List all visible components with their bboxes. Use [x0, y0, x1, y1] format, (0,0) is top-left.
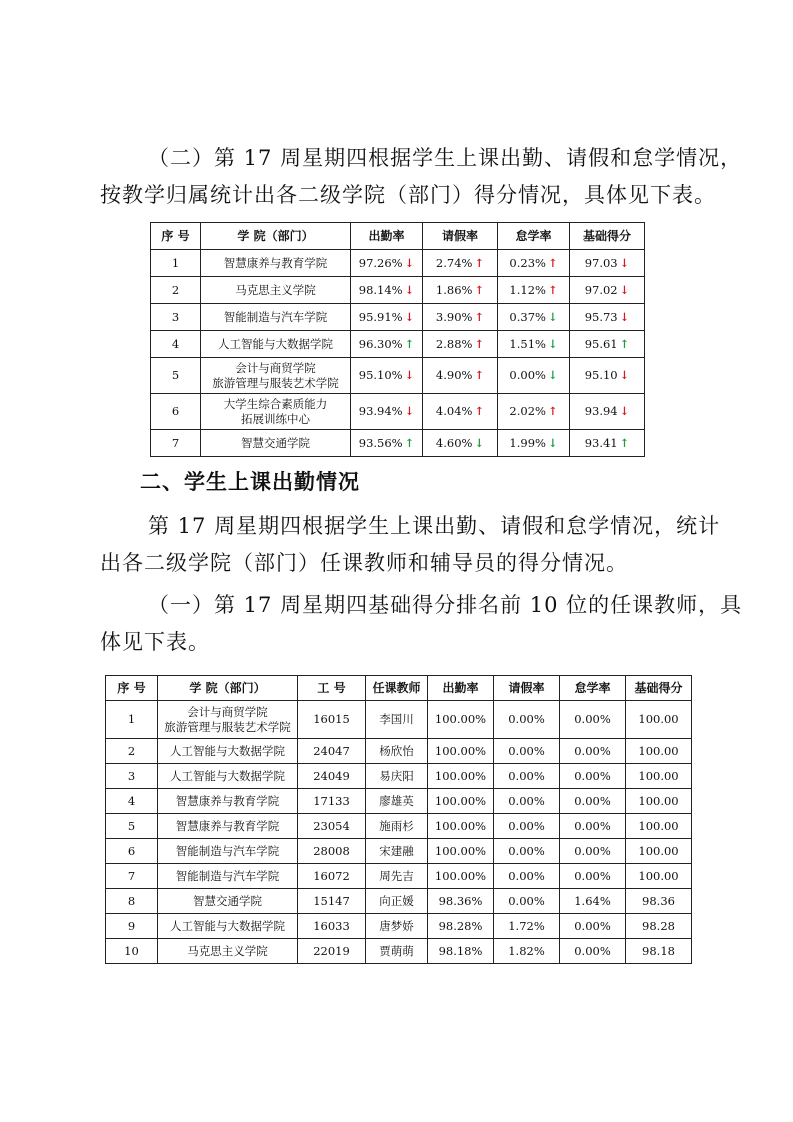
row-truancy-cell: [498, 304, 570, 331]
row-leave-value: 2.88%: [435, 336, 473, 351]
row-truancy-cell: [498, 394, 570, 430]
header-truancy: 怠学率: [560, 676, 626, 701]
row-score-cell: [570, 331, 645, 358]
row-truancy-cell: [498, 250, 570, 277]
row-attendance-value: 95.10%: [358, 368, 403, 382]
row-teacher: 杨欣怡: [366, 739, 428, 764]
row-score-cell: [570, 358, 645, 394]
row-no: 7: [106, 864, 158, 889]
row-college: 智慧交通学院: [201, 430, 351, 457]
header-truancy: 怠学率: [498, 223, 570, 250]
row-attendance-value: 95.91%: [358, 309, 403, 324]
row-college: 人工智能与大数据学院: [158, 739, 298, 764]
trend-arrow-icon: ↓: [547, 309, 558, 324]
row-teacher: 廖雄英: [366, 789, 428, 814]
header-college: 学 院（部门）: [201, 223, 351, 250]
row-truancy: 0.00%: [560, 914, 626, 939]
trend-arrow-icon: ↓: [404, 282, 415, 297]
table-row: [106, 939, 692, 964]
row-attendance: 98.28%: [428, 914, 494, 939]
row-no: 3: [151, 304, 201, 331]
trend-arrow-icon: ↓: [619, 282, 630, 297]
table-row: [106, 864, 692, 889]
row-attendance-value: 93.94%: [358, 404, 403, 418]
table-row: [151, 430, 645, 457]
row-score: 100.00: [626, 789, 692, 814]
trend-arrow-icon: ↓: [547, 435, 558, 450]
row-college: 智能制造与汽车学院: [201, 304, 351, 331]
row-leave: 0.00%: [494, 839, 560, 864]
row-teacher: 唐梦娇: [366, 914, 428, 939]
table-row: [106, 789, 692, 814]
row-leave-cell: [423, 430, 498, 457]
row-truancy: 0.00%: [560, 764, 626, 789]
row-teacher: 周先吉: [366, 864, 428, 889]
row-leave-cell: [423, 304, 498, 331]
college-score-table: [150, 222, 645, 457]
trend-arrow-icon: ↓: [404, 255, 415, 270]
row-attendance: 100.00%: [428, 764, 494, 789]
section-2-sub-line-2: 体见下表。: [100, 630, 210, 654]
row-leave-value: 4.90%: [435, 368, 473, 382]
trend-arrow-icon: ↑: [404, 435, 415, 450]
row-staff-id: 24049: [298, 764, 366, 789]
row-score: 98.36: [626, 889, 692, 914]
row-attendance-value: 98.14%: [358, 282, 403, 297]
row-college: 智能制造与汽车学院: [158, 864, 298, 889]
row-attendance-cell: [351, 430, 423, 457]
trend-arrow-icon: ↓: [619, 255, 630, 270]
row-staff-id: 16072: [298, 864, 366, 889]
row-college: 人工智能与大数据学院: [158, 914, 298, 939]
row-score: 100.00: [626, 814, 692, 839]
row-score-cell: [570, 250, 645, 277]
row-truancy-value: 2.02%: [509, 404, 546, 418]
header-college: 学 院（部门）: [158, 676, 298, 701]
row-leave-value: 3.90%: [435, 309, 473, 324]
row-truancy-cell: [498, 331, 570, 358]
row-truancy: 0.00%: [560, 814, 626, 839]
row-attendance: 100.00%: [428, 789, 494, 814]
section-2-para-line-2: 出各二级学院（部门）任课教师和辅导员的得分情况。: [100, 551, 628, 575]
row-college: 人工智能与大数据学院: [201, 331, 351, 358]
row-staff-id: 24047: [298, 739, 366, 764]
row-no: 2: [106, 739, 158, 764]
row-no: 8: [106, 889, 158, 914]
row-college: 智慧交通学院: [158, 889, 298, 914]
row-score: 98.18: [626, 939, 692, 964]
teacher-ranking-table: [105, 675, 692, 964]
row-truancy: 0.00%: [560, 939, 626, 964]
trend-arrow-icon: ↑: [474, 368, 485, 382]
table-row: [151, 331, 645, 358]
header-no: 序 号: [106, 676, 158, 701]
section-2-sub-line-1: （一）第 17 周星期四基础得分排名前 10 位的任课教师，具: [148, 593, 743, 617]
row-truancy-cell: [498, 430, 570, 457]
row-score-value: 95.73: [584, 309, 618, 324]
table-row: [151, 250, 645, 277]
row-truancy-value: 1.99%: [509, 435, 546, 450]
row-no: 4: [151, 331, 201, 358]
trend-arrow-icon: ↓: [404, 368, 415, 382]
table-row: [106, 739, 692, 764]
row-leave: 0.00%: [494, 814, 560, 839]
row-leave: 1.72%: [494, 914, 560, 939]
row-truancy-cell: [498, 358, 570, 394]
table-header-row: [106, 676, 692, 701]
row-attendance: 100.00%: [428, 739, 494, 764]
row-score: 98.28: [626, 914, 692, 939]
row-teacher: 向正媛: [366, 889, 428, 914]
row-attendance-cell: [351, 304, 423, 331]
section-2-heading: 二、学生上课出勤情况: [140, 470, 360, 494]
header-leave: 请假率: [423, 223, 498, 250]
trend-arrow-icon: ↑: [619, 336, 630, 351]
row-score-value: 95.10: [584, 368, 618, 382]
row-college: 马克思主义学院: [201, 277, 351, 304]
row-leave: 0.00%: [494, 889, 560, 914]
trend-arrow-icon: ↑: [404, 336, 415, 351]
header-staff-id: 工 号: [298, 676, 366, 701]
trend-arrow-icon: ↓: [404, 309, 415, 324]
row-truancy: 0.00%: [560, 839, 626, 864]
row-leave-value: 4.04%: [435, 404, 473, 418]
table-row: [106, 914, 692, 939]
row-truancy-value: 1.12%: [509, 282, 546, 297]
section-b-line-1: （二）第 17 周星期四根据学生上课出勤、请假和怠学情况，: [148, 146, 743, 170]
trend-arrow-icon: ↓: [404, 404, 415, 418]
row-no: 2: [151, 277, 201, 304]
row-attendance: 100.00%: [428, 814, 494, 839]
row-no: 3: [106, 764, 158, 789]
row-staff-id: 15147: [298, 889, 366, 914]
row-score-value: 93.94: [584, 404, 618, 418]
trend-arrow-icon: ↓: [619, 368, 630, 382]
row-teacher: 施雨杉: [366, 814, 428, 839]
row-no: 10: [106, 939, 158, 964]
row-score: 100.00: [626, 701, 692, 739]
row-score-value: 93.41: [584, 435, 618, 450]
row-score-value: 97.03: [584, 255, 618, 270]
row-staff-id: 16015: [298, 701, 366, 739]
row-no: 4: [106, 789, 158, 814]
header-no: 序 号: [151, 223, 201, 250]
row-truancy: 0.00%: [560, 789, 626, 814]
row-teacher: 李国川: [366, 701, 428, 739]
row-leave-cell: [423, 358, 498, 394]
row-leave-cell: [423, 250, 498, 277]
table-row: [106, 814, 692, 839]
row-score-cell: [570, 430, 645, 457]
row-staff-id: 22019: [298, 939, 366, 964]
trend-arrow-icon: ↑: [547, 404, 558, 418]
row-truancy-value: 0.23%: [509, 255, 546, 270]
row-no: 5: [151, 358, 201, 394]
trend-arrow-icon: ↑: [547, 255, 558, 270]
row-leave-value: 4.60%: [435, 435, 473, 450]
table-row: [106, 764, 692, 789]
row-leave-value: 1.86%: [435, 282, 473, 297]
trend-arrow-icon: ↑: [474, 336, 485, 351]
row-score-cell: [570, 304, 645, 331]
row-college: 会计与商贸学院 旅游管理与服装艺术学院: [201, 358, 351, 394]
row-leave: 1.82%: [494, 939, 560, 964]
table-row: [151, 358, 645, 394]
row-truancy-value: 0.37%: [509, 309, 546, 324]
table-row: [106, 701, 692, 739]
row-leave-cell: [423, 331, 498, 358]
row-leave-cell: [423, 394, 498, 430]
header-attendance: 出勤率: [351, 223, 423, 250]
row-attendance: 100.00%: [428, 701, 494, 739]
row-truancy-value: 0.00%: [509, 368, 546, 382]
row-college: 大学生综合素质能力 拓展训练中心: [201, 394, 351, 430]
row-teacher: 宋建融: [366, 839, 428, 864]
row-leave: 0.00%: [494, 739, 560, 764]
row-attendance-cell: [351, 250, 423, 277]
row-score-cell: [570, 394, 645, 430]
row-attendance-cell: [351, 394, 423, 430]
row-no: 7: [151, 430, 201, 457]
trend-arrow-icon: ↓: [547, 336, 558, 351]
row-leave: 0.00%: [494, 701, 560, 739]
trend-arrow-icon: ↑: [474, 255, 485, 270]
trend-arrow-icon: ↓: [547, 368, 558, 382]
table-row: [151, 277, 645, 304]
section-b-line-2: 按教学归属统计出各二级学院（部门）得分情况，具体见下表。: [100, 183, 716, 207]
row-score: 100.00: [626, 864, 692, 889]
trend-arrow-icon: ↑: [547, 282, 558, 297]
row-attendance-value: 97.26%: [358, 255, 403, 270]
trend-arrow-icon: ↓: [474, 435, 485, 450]
table-row: [151, 304, 645, 331]
row-attendance: 100.00%: [428, 864, 494, 889]
row-leave-cell: [423, 277, 498, 304]
section-2-para-line-1: 第 17 周星期四根据学生上课出勤、请假和怠学情况，统计: [148, 514, 721, 538]
row-no: 1: [151, 250, 201, 277]
row-staff-id: 28008: [298, 839, 366, 864]
row-score: 100.00: [626, 839, 692, 864]
row-truancy: 0.00%: [560, 701, 626, 739]
row-no: 6: [106, 839, 158, 864]
row-staff-id: 23054: [298, 814, 366, 839]
row-attendance-cell: [351, 277, 423, 304]
row-attendance-value: 93.56%: [358, 435, 403, 450]
row-no: 6: [151, 394, 201, 430]
row-truancy: 0.00%: [560, 739, 626, 764]
row-staff-id: 16033: [298, 914, 366, 939]
table-row: [106, 889, 692, 914]
trend-arrow-icon: ↑: [474, 404, 485, 418]
row-college: 智慧康养与教育学院: [201, 250, 351, 277]
row-no: 5: [106, 814, 158, 839]
row-score-cell: [570, 277, 645, 304]
row-college: 会计与商贸学院 旅游管理与服装艺术学院: [158, 701, 298, 739]
trend-arrow-icon: ↑: [474, 282, 485, 297]
row-college: 马克思主义学院: [158, 939, 298, 964]
row-leave: 0.00%: [494, 789, 560, 814]
table-row: [106, 839, 692, 864]
row-truancy-cell: [498, 277, 570, 304]
row-attendance: 100.00%: [428, 839, 494, 864]
row-truancy: 0.00%: [560, 864, 626, 889]
row-attendance-cell: [351, 331, 423, 358]
header-attendance: 出勤率: [428, 676, 494, 701]
row-no: 1: [106, 701, 158, 739]
header-teacher: 任课教师: [366, 676, 428, 701]
trend-arrow-icon: ↓: [619, 309, 630, 324]
row-leave: 0.00%: [494, 864, 560, 889]
row-score: 100.00: [626, 739, 692, 764]
row-attendance-value: 96.30%: [358, 336, 403, 351]
row-college: 智慧康养与教育学院: [158, 814, 298, 839]
row-no: 9: [106, 914, 158, 939]
trend-arrow-icon: ↓: [619, 404, 630, 418]
row-staff-id: 17133: [298, 789, 366, 814]
row-truancy-value: 1.51%: [509, 336, 546, 351]
row-truancy: 1.64%: [560, 889, 626, 914]
row-score-value: 97.02: [584, 282, 618, 297]
row-score-value: 95.61: [584, 336, 618, 351]
header-leave: 请假率: [494, 676, 560, 701]
row-attendance-cell: [351, 358, 423, 394]
trend-arrow-icon: ↑: [474, 309, 485, 324]
table-row: [151, 394, 645, 430]
row-score: 100.00: [626, 764, 692, 789]
row-leave-value: 2.74%: [435, 255, 473, 270]
trend-arrow-icon: ↑: [619, 435, 630, 450]
table-header-row: [151, 223, 645, 250]
row-leave: 0.00%: [494, 764, 560, 789]
row-attendance: 98.18%: [428, 939, 494, 964]
row-college: 智能制造与汽车学院: [158, 839, 298, 864]
row-college: 智慧康养与教育学院: [158, 789, 298, 814]
row-teacher: 贾萌萌: [366, 939, 428, 964]
row-attendance: 98.36%: [428, 889, 494, 914]
header-score: 基础得分: [626, 676, 692, 701]
row-college: 人工智能与大数据学院: [158, 764, 298, 789]
row-teacher: 易庆阳: [366, 764, 428, 789]
header-score: 基础得分: [570, 223, 645, 250]
